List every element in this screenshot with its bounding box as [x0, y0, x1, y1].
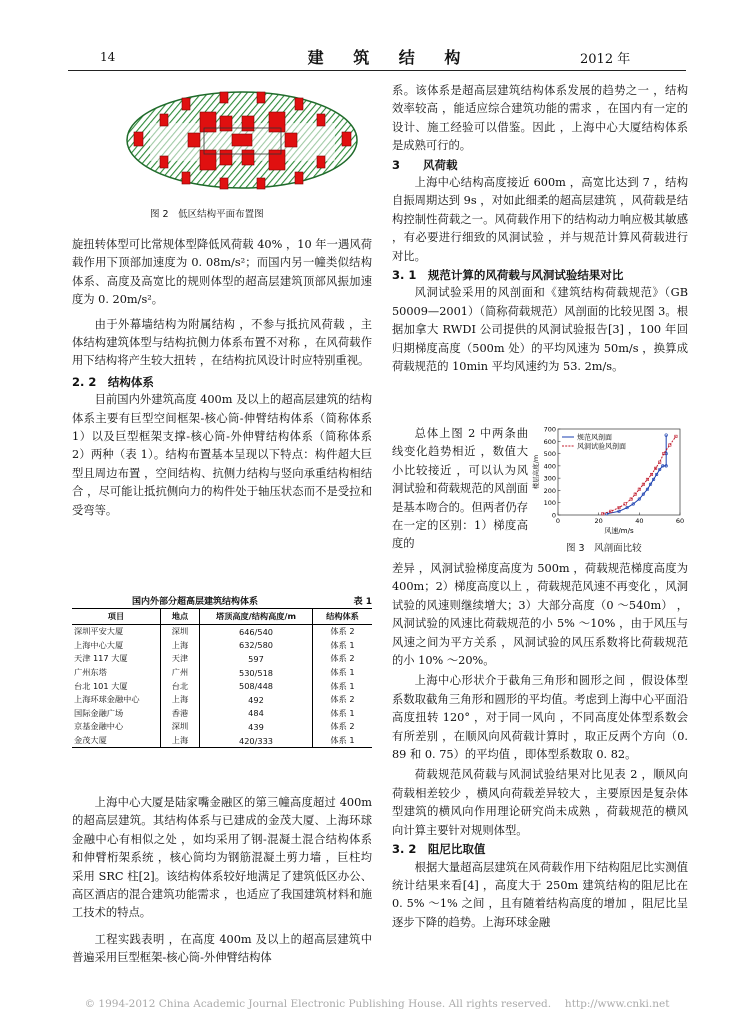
paragraph: 根据大量超高层建筑在风荷载作用下结构阻尼比实测值统计结果来看[4] ，高度大于 250m 建筑结构的阻尼比在 0. 5% ～1% 之间 ，且有随着结构高度的增加 ，阻尼比呈逐步下降的趋势。上海环球金融 — [392, 860, 688, 929]
paragraph: 风洞试验采用的风剖面和《建筑结构荷载规范》（GB 50009—2001）（简称荷载规范）风剖面的比较见图 3。根据加拿大 RWDI 公司提供的风洞试验报告[3] ，100 年回归期梯度高度（500m 处）的平均风速为 50m/s ，换算成荷载规范的 10min 平均风速约为 53. 2m/s。 — [392, 286, 688, 374]
table-cell: 体系 1 — [313, 734, 373, 748]
y-axis-label: 楼层高度/m — [532, 454, 540, 490]
journal-year: 2012 年 — [580, 52, 631, 67]
paragraph: 上海中心形状介于截角三角形和圆形之间 ，假设体型系数取截角三角形和圆形的平均值。考虑到上海中心平面沿高度扭转 120° ，对于同一风向 ，不同高度处体型系数会有所差别 ，在顺风向风荷载计算时 ，取正反两个方向（0. 89 和 0. 75）的平均值 ，即体型系数取 0. 82。 — [392, 674, 688, 762]
table-cell: 上海 — [161, 693, 200, 707]
table-cell: 广州东塔 — [72, 666, 161, 680]
table-header: 地点 — [161, 609, 200, 625]
header-rule — [68, 70, 686, 71]
table-cell: 体系 2 — [330, 626, 355, 637]
table-cell: 天津 117 大厦 — [72, 652, 161, 666]
table-1-label: 表 1 — [353, 597, 372, 607]
table-cell: 天津 — [161, 652, 200, 666]
table-cell: 深圳平安大厦 — [72, 625, 161, 639]
table-cell: 597 — [200, 652, 313, 666]
table-row — [72, 679, 372, 693]
journal-title: 建 筑 结 构 — [307, 48, 473, 67]
table-cell: 上海 — [161, 734, 200, 748]
table-cell: 香港 — [161, 707, 200, 721]
section-heading-3-2: 3. 2 阻尼比取值 — [392, 842, 486, 857]
x-tick-label: 60 — [675, 517, 685, 525]
table-row — [72, 693, 372, 707]
y-tick-label: 700 — [543, 425, 556, 434]
table-row — [72, 734, 372, 748]
table-cell: 深圳 — [161, 720, 200, 734]
table-header: 塔顶高度/结构高度/m — [200, 609, 313, 625]
y-tick-label: 300 — [543, 474, 556, 483]
paragraph: 总体上图 2 中两条曲线变化趋势相近 ，数值大小比较接近 ，可以认为风洞试验和荷载规范的风剖面是基本吻合的。但两者仍存在一定的区别：1）梯度高度的 — [392, 427, 528, 551]
table-cell: 530/518 — [200, 666, 313, 680]
y-tick-label: 100 — [543, 499, 556, 508]
paragraph: 系。该体系是超高层建筑结构体系发展的趋势之一 ，结构效率较高 ，能适应综合建筑功能的需求 ，在国内有一定的设计、施工经验可以借鉴。因此 ，上海中心大厦结构体系是成熟可行的。 — [392, 84, 688, 153]
x-tick-label: 40 — [635, 517, 644, 525]
paragraph: 差异 ，风洞试验梯度高度为 500m ，荷载规范梯度高度为 400m；2）梯度高度以上 ，荷载规范风速不再变化 ，风洞试验的风速则继续增大；3）大部分高度（0 ～540m） ，风洞试验的风速比荷载规范的小 5% ～10% ，由于风压与风速之间为平方关系 ，风洞试验的风压系数将比荷载规范的小 10% ～20%。 — [392, 562, 688, 668]
table-cell: 深圳 — [161, 625, 200, 639]
table-cell: 439 — [200, 720, 313, 734]
table-cell: 台北 101 大厦 — [72, 679, 161, 693]
table-cell: 上海环球金融中心 — [72, 693, 161, 707]
table-cell: 上海 — [161, 639, 200, 653]
figure-2-floor-plan — [120, 88, 365, 193]
table-cell: 台北 — [161, 679, 200, 693]
table-cell: 体系 2 — [330, 694, 355, 705]
x-tick-label: 0 — [555, 517, 561, 525]
table-row — [72, 666, 372, 680]
table-cell: 508/448 — [200, 679, 313, 693]
table-cell: 体系 1 — [330, 639, 355, 650]
figure-3-caption: 图 3 风剖面比较 — [566, 543, 642, 554]
right-column-lower — [392, 560, 688, 932]
figure-2-caption: 图 2 低区结构平面布置图 — [150, 209, 264, 220]
table-header: 结构体系 — [313, 609, 373, 625]
table-cell: 484 — [200, 707, 313, 721]
y-tick-label: 500 — [543, 450, 556, 459]
table-row — [72, 707, 372, 721]
table-cell: 金茂大厦 — [72, 734, 161, 748]
table-row — [72, 652, 372, 666]
page-number: 14 — [100, 50, 116, 64]
section-heading-2-2: 2. 2 结构体系 — [72, 374, 154, 389]
table-cell: 体系 1 — [330, 680, 355, 691]
right-column-narrow — [392, 425, 528, 554]
x-tick-label: 20 — [594, 517, 603, 525]
table-cell: 广州 — [161, 666, 200, 680]
table-cell: 646/540 — [200, 625, 313, 639]
legend-label: 规范风剖面 — [577, 433, 612, 442]
table-cell: 京基金融中心 — [72, 720, 161, 734]
left-column-lower — [72, 794, 372, 968]
table-cell: 国际金融广场 — [72, 707, 161, 721]
table-row — [72, 625, 372, 639]
paragraph: 上海中心结构高度接近 600m ，高宽比达到 7 ，结构自振周期达到 9s ，对如此细柔的超高层建筑 ，风荷载是结构控制性荷载之一。风荷载作用下的结构动力响应极其敏感 ，有必要进行细致的风洞试验 ，并与规范计算风荷载进行对比。 — [392, 176, 688, 263]
paragraph: 上海中心大厦是陆家嘴金融区的第三幢高度超过 400m 的超高层建筑。其结构体系与已建成的金茂大厦、上海环球金融中心有相似之处 ，如均采用了钢-混凝土混合结构体系和伸臂桁架系统 ，核心筒均为钢筋混凝土剪力墙 ，巨柱均采用 SRC 柱[2]。该结构体系较好地满足了建筑低区办公、高区酒店的混合建筑功能需求 ，也适应了我国建筑材料和施工技术的特点。 — [72, 796, 372, 920]
y-tick-label: 0 — [551, 511, 556, 520]
table-1 — [72, 594, 372, 748]
copyright-footer: © 1994-2012 China Academic Journal Electronic Publishing House. All rights reserved. http://www.cnki.net — [84, 998, 670, 1010]
x-axis-label: 风速/m/s — [604, 527, 634, 535]
table-cell: 体系 1 — [330, 707, 355, 718]
table-cell: 420/333 — [200, 734, 313, 748]
table-cell: 体系 2 — [330, 653, 355, 664]
table-cell: 体系 1 — [330, 667, 355, 678]
table-cell: 632/580 — [200, 639, 313, 653]
y-tick-label: 200 — [543, 486, 556, 495]
table-header: 项目 — [72, 609, 161, 625]
figure-3-chart — [530, 425, 690, 537]
right-column-upper — [392, 82, 688, 377]
table-cell: 492 — [200, 693, 313, 707]
y-tick-label: 600 — [543, 437, 556, 446]
paragraph: 由于外幕墙结构为附属结构 ，不参与抵抗风荷载 ，主体结构建筑体型与结构抗侧力体系布置不对称 ，在风荷载作用下结构将产生较大扭转 ，在结构抗风设计时应特别重视。 — [72, 317, 372, 368]
table-1-title: 国内外部分超高层建筑结构体系 — [132, 597, 259, 607]
table-cell: 上海中心大厦 — [72, 639, 161, 653]
paragraph: 目前国内外建筑高度 400m 及以上的超高层建筑的结构体系主要有巨型空间框架-核心筒-伸臂结构体系（简称体系 1）以及巨型框架支撑-核心筒-外伸臂结构体系（简称体系 2）两种（表 1）。结构布置基本呈现以下特点：构件超大巨型且周边布置 ，空间结构、抗侧力结构与竖向承重结构相结合 ，尽可能让抵抗侧向力的构件处于轴压状态而不是受拉和受弯等。 — [72, 393, 372, 517]
legend-label: 风洞试验风剖面 — [577, 442, 626, 451]
table-row — [72, 639, 372, 653]
y-tick-label: 400 — [543, 462, 556, 471]
section-heading-3: 3 风荷载 — [392, 157, 458, 172]
structure-systems-table — [72, 608, 372, 748]
left-column-upper — [72, 236, 372, 520]
paragraph: 工程实践表明 ，在高度 400m 及以上的超高层建筑中普遍采用巨型框架-核心筒-外伸臂结构体 — [72, 932, 372, 965]
table-row — [72, 720, 372, 734]
paragraph: 荷载规范风荷载与风洞试验结果对比见表 2 ，顺风向荷载相差较少 ，横风向荷载差异较大 ，主要原因是复杂体型建筑的横风向作用理论研究尚未成熟 ，荷载规范的横风向计算主要针对规则体型。 — [392, 768, 688, 837]
section-heading-3-1: 3. 1 规范计算的风荷载与风洞试验结果对比 — [392, 268, 624, 283]
table-cell: 体系 2 — [330, 721, 355, 732]
paragraph: 旋扭转体型可比常规体型降低风荷载 40% ，10 年一遇风荷载作用下顶部加速度为 0. 08m/s²；而国内另一幢类似结构体系、高度及高宽比的规则体型的超高层建筑顶部风振加速度为 0. 20m/s²。 — [72, 238, 372, 307]
